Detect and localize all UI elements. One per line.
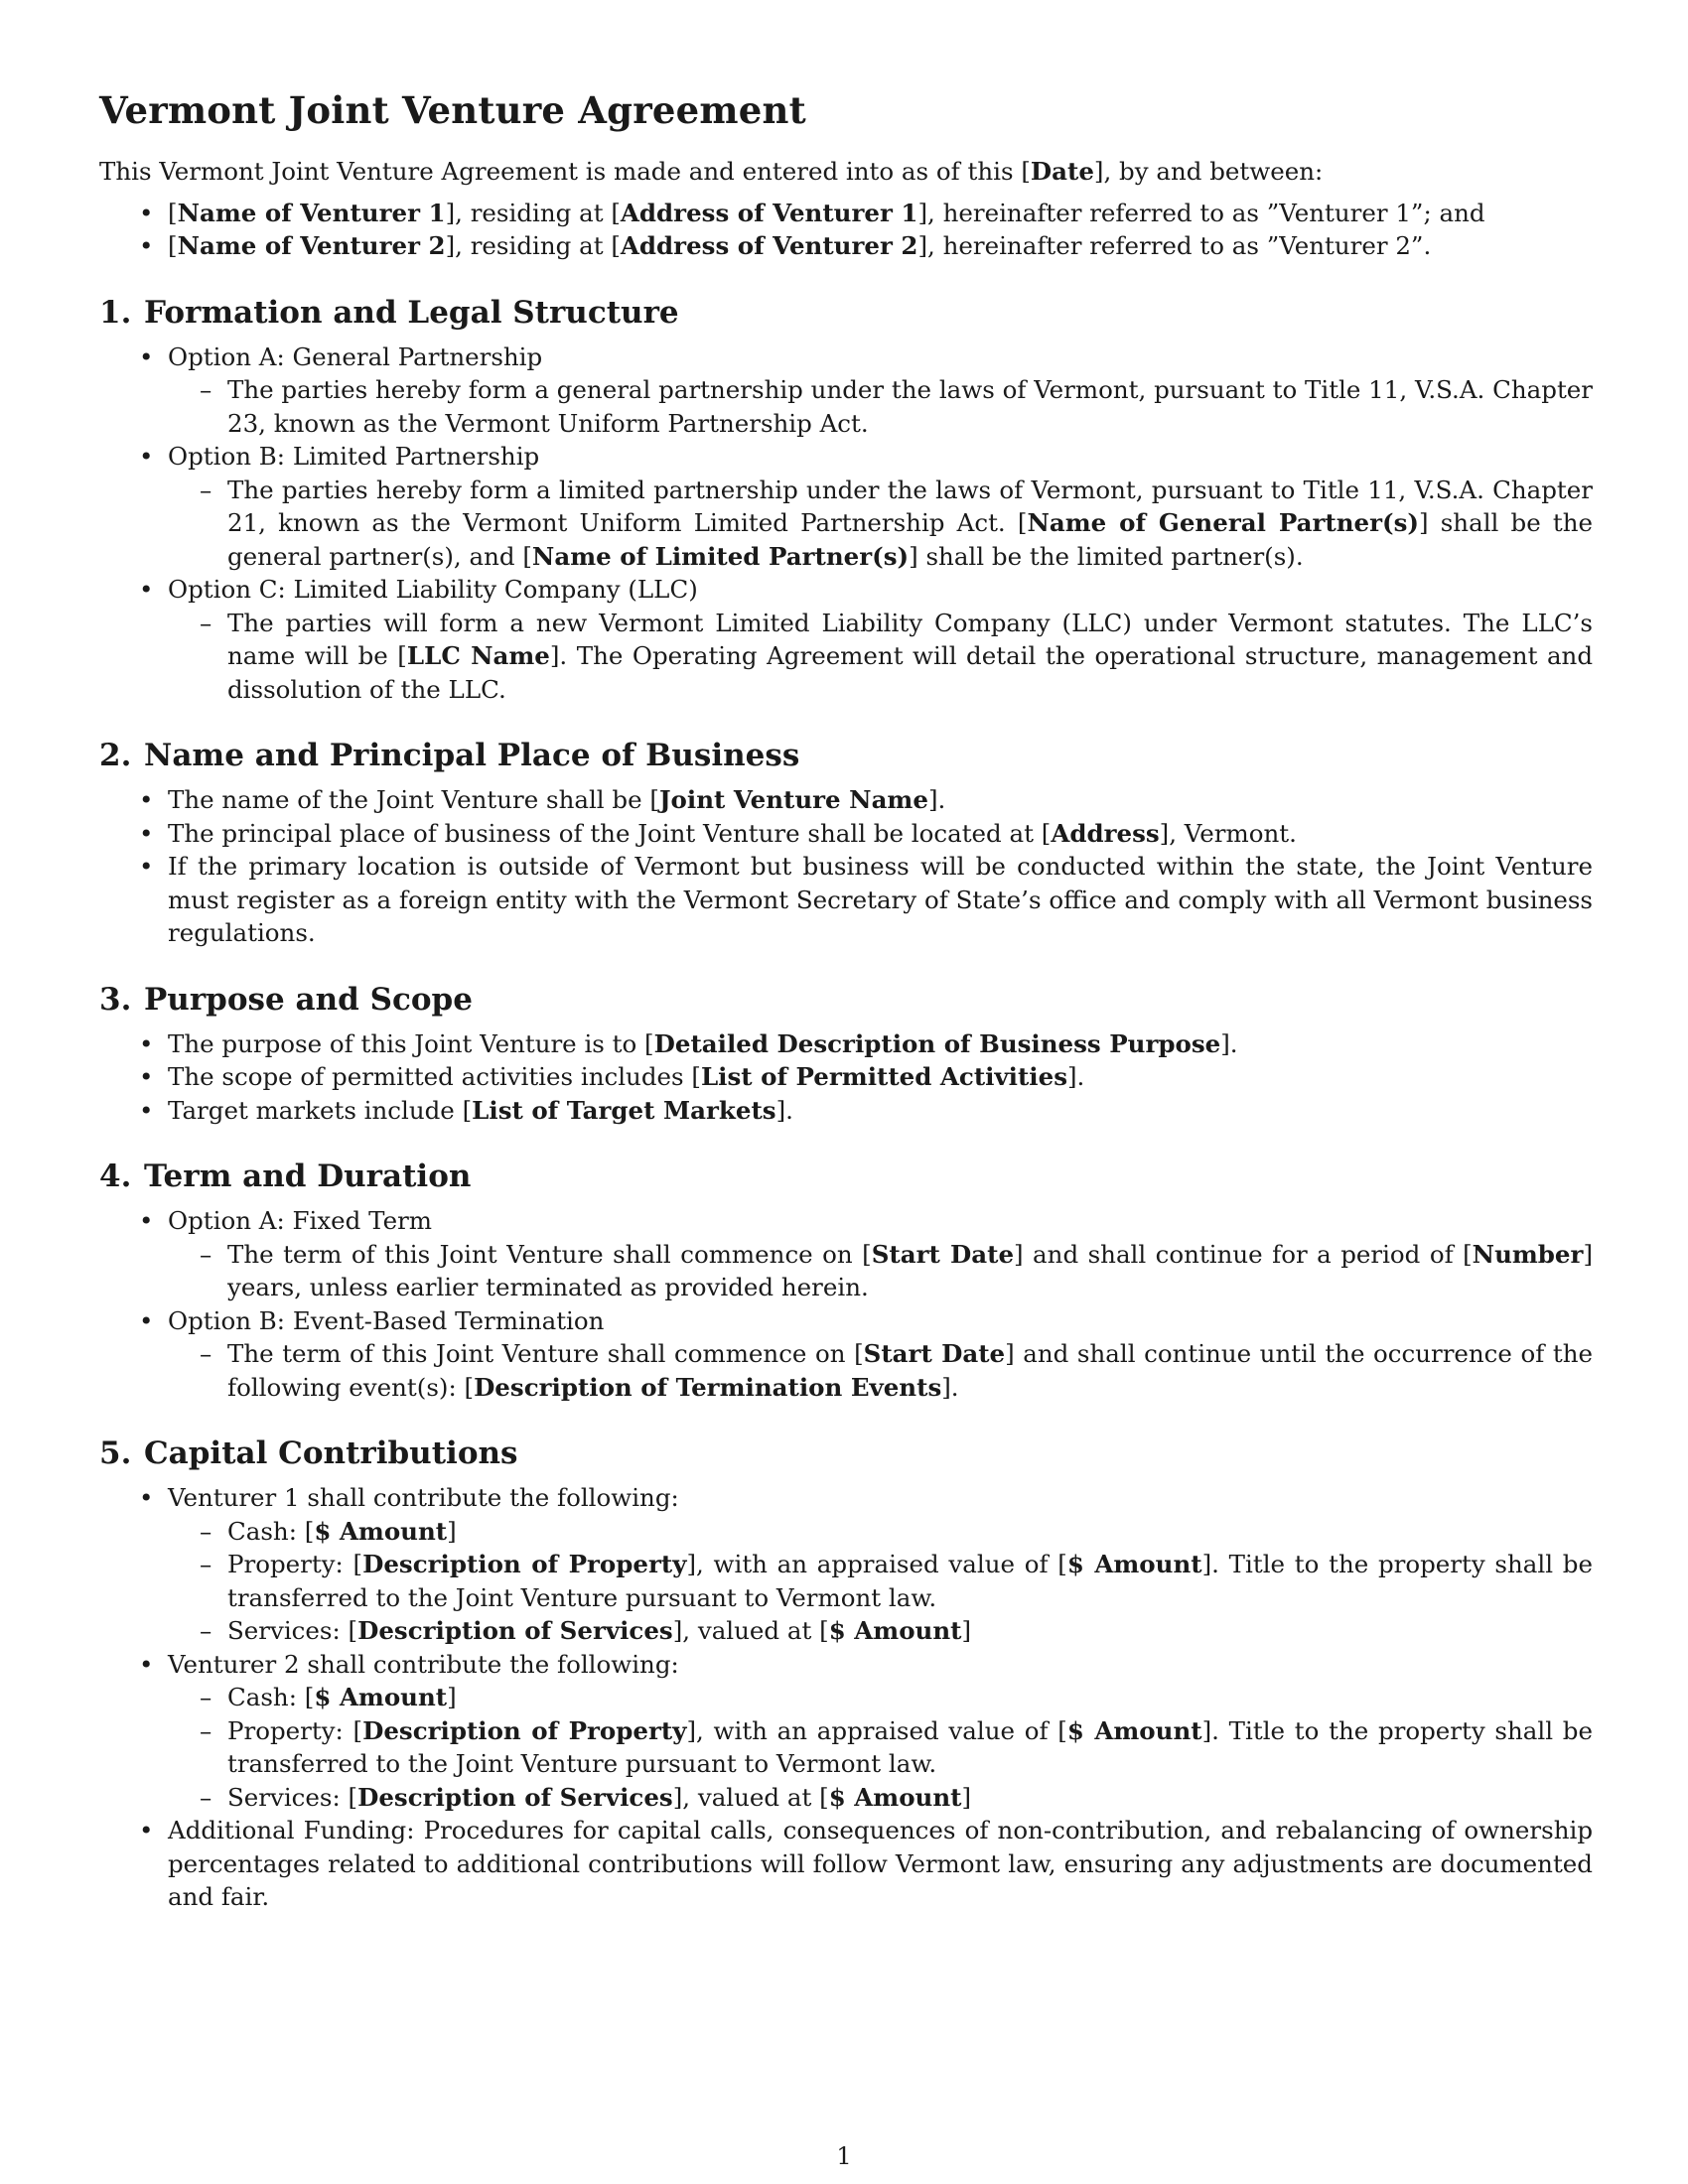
section-heading-5	[99, 1433, 1593, 1473]
option-b-item	[99, 1304, 1593, 1405]
text: ], hereinafter referred to as ”Venturer 2”.	[917, 231, 1432, 260]
section-title: Term and Duration	[144, 1159, 472, 1194]
text: ] and shall continue until the occurrence of the following event(s): [	[227, 1339, 1593, 1402]
text: The parties will form a new Vermont Limited Liability Company (LLC) under Vermont statutes. The LLC’s name will be [	[227, 608, 1593, 670]
sub-list	[168, 1515, 1593, 1648]
additional-funding-item: • Additional Funding: Procedures for capital calls, consequences of non-contribution, and rebalancing of ownership percentages related to additional contributions will follow Vermont law, ensuring any adjustments are documented and fair.	[99, 1814, 1593, 1914]
contribution-label: Venturer 1 shall contribute the following:	[168, 1483, 679, 1512]
limited-partner-placeholder: Name of Limited Partner(s)	[531, 541, 910, 571]
list-item	[99, 1027, 1593, 1061]
sub-list	[168, 1681, 1593, 1814]
number-placeholder: Number	[1472, 1239, 1584, 1269]
cash-item	[168, 1515, 1593, 1549]
option-a-item	[99, 341, 1593, 441]
text: ]	[447, 1516, 457, 1546]
text: ].	[927, 785, 946, 814]
amount-placeholder: $ Amount	[1066, 1550, 1202, 1578]
sub-list	[168, 1337, 1593, 1404]
option-label: Option A: General Partnership	[168, 341, 543, 371]
text: [	[168, 231, 178, 260]
property-placeholder: Description of Property	[362, 1715, 687, 1745]
property-item	[168, 1548, 1593, 1614]
text: ].	[775, 1095, 793, 1125]
document-title: Vermont Joint Venture Agreement	[99, 88, 806, 132]
option-a-text	[168, 1238, 1593, 1304]
start-date-placeholder: Start Date	[871, 1239, 1015, 1269]
term-options-list	[99, 1204, 1593, 1404]
venturer-2-name-placeholder: Name of Venturer 2	[177, 231, 446, 260]
services-placeholder: Description of Services	[357, 1616, 673, 1645]
list-item	[99, 1060, 1593, 1094]
text: ].	[1067, 1062, 1085, 1091]
general-partner-placeholder: Name of General Partner(s)	[1027, 508, 1419, 537]
markets-placeholder: List of Target Markets	[472, 1095, 776, 1125]
amount-placeholder: $ Amount	[314, 1683, 448, 1711]
purpose-placeholder: Detailed Description of Business Purpose	[653, 1028, 1221, 1058]
list-item	[99, 783, 1593, 817]
text: ], valued at [	[672, 1782, 829, 1812]
list-item: • If the primary location is outside of Vermont but business will be conducted within the state, the Joint Venture must register as a foreign entity with the Vermont Secretary of State’s office and comply with all Vermont business regulations.	[99, 850, 1593, 950]
text: ], with an appraised value of [	[686, 1715, 1067, 1745]
cash-item	[168, 1681, 1593, 1714]
section-heading-3	[99, 980, 1593, 1020]
intro-paragraph	[99, 155, 1593, 189]
party-item	[99, 197, 1593, 230]
date-placeholder: Date	[1030, 157, 1094, 186]
property-placeholder: Description of Property	[362, 1550, 687, 1578]
intro-text: ], by and between:	[1093, 157, 1324, 186]
text: ].	[941, 1372, 959, 1402]
llc-name-placeholder: LLC Name	[406, 641, 550, 670]
text: [	[168, 198, 178, 227]
text: The principal place of business of the Joint Venture shall be located at [	[168, 818, 1052, 848]
option-c-text	[168, 607, 1593, 707]
formation-options-list	[99, 341, 1593, 707]
text: ]	[447, 1683, 457, 1711]
text: Cash: [	[227, 1683, 315, 1711]
option-label: Option A: Fixed Term	[168, 1206, 433, 1235]
text: ]. Title to the property shall be transferred to the Joint Venture pursuant to Vermont law.	[227, 1715, 1593, 1778]
section-number: 2.	[99, 738, 132, 773]
section-number: 1.	[99, 294, 132, 331]
option-label: Option C: Limited Liability Company (LLC)	[168, 575, 698, 604]
text: ] shall be the general partner(s), and [	[227, 508, 1594, 571]
text: The term of this Joint Venture shall commence on [	[227, 1239, 872, 1269]
text: ], Vermont.	[1159, 818, 1297, 848]
contribution-label: Venturer 2 shall contribute the following:	[168, 1649, 679, 1679]
list-item	[99, 1094, 1593, 1128]
section-title: Name and Principal Place of Business	[144, 738, 800, 773]
text: The parties hereby form a limited partnership under the laws of Vermont, pursuant to Title 11, V.S.A. Chapter 21, known as the Vermont Uniform Limited Partnership Act. [	[227, 475, 1593, 537]
activities-placeholder: List of Permitted Activities	[700, 1062, 1067, 1091]
amount-placeholder: $ Amount	[828, 1616, 962, 1645]
text: The scope of permitted activities includes [	[168, 1062, 701, 1091]
intro-text: This Vermont Joint Venture Agreement is made and entered into as of this [	[99, 157, 1031, 186]
text: Target markets include [	[168, 1095, 473, 1125]
document-page	[99, 87, 1593, 1914]
amount-placeholder: $ Amount	[1066, 1715, 1202, 1745]
section-heading-1	[99, 293, 1593, 333]
text: ] shall be the limited partner(s).	[909, 541, 1304, 571]
services-item	[168, 1781, 1593, 1815]
venturer-2-address-placeholder: Address of Venturer 2	[620, 231, 918, 260]
text: ], valued at [	[672, 1616, 829, 1645]
list-item	[99, 817, 1593, 851]
section-number: 3.	[99, 981, 132, 1018]
contributions-list	[99, 1481, 1593, 1914]
text: ]. Title to the property shall be transferred to the Joint Venture pursuant to Vermont law.	[227, 1550, 1593, 1612]
text: ], residing at [	[445, 198, 621, 227]
text: The purpose of this Joint Venture is to [	[168, 1028, 654, 1058]
venturer-2-contribution	[99, 1648, 1593, 1815]
page-number: 1	[836, 2142, 852, 2170]
name-place-list	[99, 783, 1593, 950]
amount-placeholder: $ Amount	[314, 1516, 448, 1546]
section-heading-2	[99, 736, 1593, 775]
option-b-text	[168, 474, 1593, 574]
text: ] and shall continue for a period of [	[1014, 1239, 1473, 1269]
section-number: 4.	[99, 1159, 132, 1194]
text: ]	[961, 1616, 972, 1645]
sub-list	[168, 373, 1593, 440]
property-item	[168, 1714, 1593, 1781]
services-item	[168, 1614, 1593, 1648]
text: ].	[1220, 1028, 1238, 1058]
section-title: Formation and Legal Structure	[144, 294, 679, 331]
sub-list	[168, 1238, 1593, 1304]
jv-name-placeholder: Joint Venture Name	[658, 785, 928, 814]
venturer-1-name-placeholder: Name of Venturer 1	[177, 198, 446, 227]
text: ]	[961, 1782, 972, 1812]
option-label: Option B: Limited Partnership	[168, 442, 540, 471]
text: Property: [	[227, 1550, 363, 1578]
termination-events-placeholder: Description of Termination Events	[474, 1372, 942, 1402]
option-label: Option B: Event-Based Termination	[168, 1305, 605, 1335]
text: ]. The Operating Agreement will detail the operational structure, management and dissolution of the LLC.	[227, 641, 1594, 704]
text: ], with an appraised value of [	[686, 1550, 1067, 1578]
venturer-1-address-placeholder: Address of Venturer 1	[620, 198, 918, 227]
services-placeholder: Description of Services	[357, 1782, 673, 1812]
text: Property: [	[227, 1715, 363, 1745]
text: Services: [	[227, 1782, 358, 1812]
text: ] years, unless earlier terminated as provided herein.	[227, 1239, 1593, 1301]
text: The term of this Joint Venture shall commence on [	[227, 1339, 864, 1368]
section-title: Purpose and Scope	[144, 981, 473, 1018]
start-date-placeholder: Start Date	[863, 1339, 1006, 1368]
parties-list	[99, 197, 1593, 263]
text: The name of the Joint Venture shall be [	[168, 785, 659, 814]
option-a-item	[99, 1204, 1593, 1304]
party-item	[99, 229, 1593, 263]
text: ], residing at [	[445, 231, 621, 260]
venturer-1-contribution	[99, 1481, 1593, 1648]
option-c-item	[99, 573, 1593, 706]
option-a-text: – The parties hereby form a general partnership under the laws of Vermont, pursuant to Title 11, V.S.A. Chapter 23, known as the Vermont Uniform Partnership Act.	[168, 373, 1593, 440]
text: Services: [	[227, 1616, 358, 1645]
sub-list	[168, 474, 1593, 574]
address-placeholder: Address	[1051, 818, 1160, 848]
section-heading-4	[99, 1157, 1593, 1196]
section-title: Capital Contributions	[144, 1435, 518, 1471]
purpose-list	[99, 1027, 1593, 1128]
text: Cash: [	[227, 1516, 315, 1546]
option-b-text	[168, 1337, 1593, 1404]
sub-list	[168, 607, 1593, 707]
text: ], hereinafter referred to as ”Venturer 1”; and	[917, 198, 1485, 227]
option-b-item	[99, 440, 1593, 573]
amount-placeholder: $ Amount	[828, 1782, 962, 1812]
section-number: 5.	[99, 1435, 132, 1471]
